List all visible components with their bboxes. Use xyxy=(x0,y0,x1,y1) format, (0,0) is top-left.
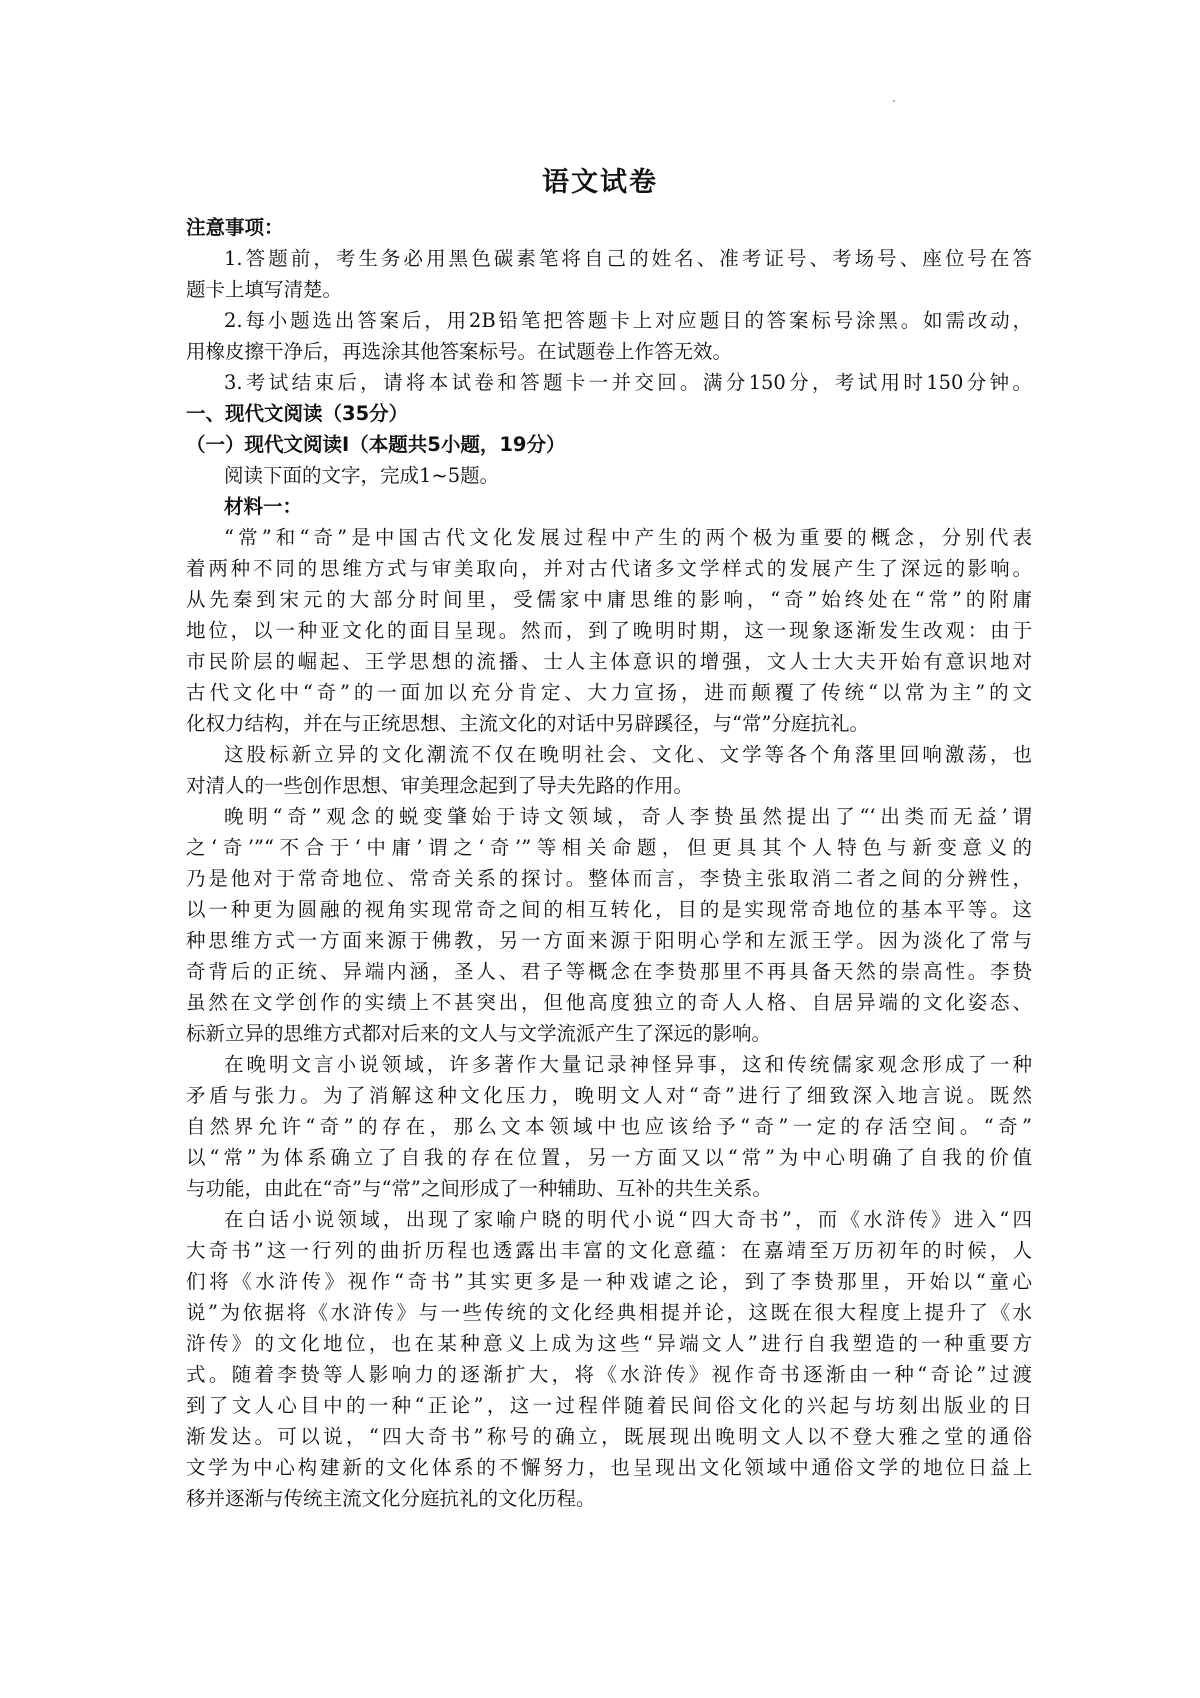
text-line: 在晚明文言小说领域，许多著作大量记录神怪异事，这和传统儒家观念形成了一种 xyxy=(224,1053,1032,1076)
text-line: 对清人的一些创作思想、审美理念起到了导夫先路的作用。 xyxy=(186,774,694,797)
text-line: 到了文人心目中的一种“正论”，这一过程伴随着民间俗文化的兴起与坊刻出版业的日 xyxy=(186,1394,1032,1417)
text-line: 在白话小说领域，出现了家喻户晓的明代小说“四大奇书”，而《水浒传》进入“四 xyxy=(224,1208,1032,1231)
text-line: 3.考试结束后，请将本试卷和答题卡一并交回。满分150分，考试用时150分钟。 xyxy=(224,371,1032,394)
text-line: 移并逐渐与传统主流文化分庭抗礼的文化历程。 xyxy=(186,1487,596,1510)
section-heading: 一、现代文阅读（35分） xyxy=(186,402,409,425)
text-line: 地位，以一种亚文化的面目呈现。然而，到了晚明时期，这一现象逐渐发生改观：由于 xyxy=(186,619,1032,642)
text-line: 晚明“奇”观念的蜕变肇始于诗文领域，奇人李贽虽然提出了“‘出类而无益’谓 xyxy=(224,805,1032,828)
text-line: “常”和“奇”是中国古代文化发展过程中产生的两个极为重要的概念，分别代表 xyxy=(224,526,1032,549)
text-line: 奇背后的正统、异端内涵，圣人、君子等概念在李贽那里不再具备天然的崇高性。李贽 xyxy=(186,960,1032,983)
text-line: 文学为中心构建新的文化体系的不懈努力，也呈现出文化领域中通俗文学的地位日益上 xyxy=(186,1456,1032,1479)
section-heading: 材料一： xyxy=(224,495,303,518)
text-line: 2.每小题选出答案后，用2B铅笔把答题卡上对应题目的答案标号涂黑。如需改动， xyxy=(224,309,1032,332)
text-lines xyxy=(186,243,1032,1514)
text-line: 渐发达。可以说，“四大奇书”称号的确立，既展现出晚明文人以不登大雅之堂的通俗 xyxy=(186,1425,1032,1448)
text-line: 这股标新立异的文化潮流不仅在晚明社会、文化、文学等各个角落里回响激荡，也 xyxy=(224,743,1032,766)
text-line: 标新立异的思维方式都对后来的文人与文学流派产生了深远的影响。 xyxy=(186,1022,772,1045)
scan-speck xyxy=(893,100,895,102)
text-line: 之‘奇’”“不合于‘中庸’谓之‘奇’”等相关命题，但更具其个人特色与新变意义的 xyxy=(186,836,1032,859)
text-line: 用橡皮擦干净后，再选涂其他答案标号。在试题卷上作答无效。 xyxy=(186,340,733,363)
text-line: 1.答题前，考生务必用黑色碳素笔将自己的姓名、准考证号、考场号、座位号在答 xyxy=(224,247,1032,270)
text-line: 着两种不同的思维方式与审美取向，并对古代诸多文学样式的发展产生了深远的影响。 xyxy=(186,557,1032,580)
text-line: 以“常”为体系确立了自我的存在位置，另一方面又以“常”为中心明确了自我的价值 xyxy=(186,1146,1032,1169)
text-line: 乃是他对于常奇地位、常奇关系的探讨。整体而言，李贽主张取消二者之间的分辨性， xyxy=(186,867,1032,890)
text-line: 虽然在文学创作的实绩上不甚突出，但他高度独立的奇人人格、自居异端的文化姿态、 xyxy=(186,991,1032,1014)
notice-heading: 注意事项： xyxy=(186,216,284,239)
text-line: 大奇书”这一行列的曲折历程也透露出丰富的文化意蕴：在嘉靖至万历初年的时候，人 xyxy=(186,1239,1032,1262)
section-heading: （一）现代文阅读Ⅰ（本题共5小题，19分） xyxy=(186,433,566,456)
text-line: 说”为依据将《水浒传》与一些传统的文化经典相提并论，这既在很大程度上提升了《水 xyxy=(186,1301,1032,1324)
page-title: 语文试卷 xyxy=(542,167,658,198)
text-line: 与功能，由此在“奇”与“常”之间形成了一种辅助、互补的共生关系。 xyxy=(186,1177,772,1200)
text-line: 们将《水浒传》视作“奇书”其实更多是一种戏谑之论，到了李贽那里，开始以“童心 xyxy=(186,1270,1032,1293)
text-line: 自然界允许“奇”的存在，那么文本领域中也应该给予“奇”一定的存活空间。“奇” xyxy=(186,1115,1032,1138)
text-line: 种思维方式一方面来源于佛教，另一方面来源于阳明心学和左派王学。因为淡化了常与 xyxy=(186,929,1032,952)
text-line: 矛盾与张力。为了消解这种文化压力，晚明文人对“奇”进行了细致深入地言说。既然 xyxy=(186,1084,1032,1107)
text-line: 阅读下面的文字，完成1~5题。 xyxy=(224,464,500,487)
text-line: 从先秦到宋元的大部分时间里，受儒家中庸思维的影响，“奇”始终处在“常”的附庸 xyxy=(186,588,1032,611)
exam-body xyxy=(186,212,1032,1514)
text-line: 市民阶层的崛起、王学思想的流播、士人主体意识的增强，文人士大夫开始有意识地对 xyxy=(186,650,1032,673)
text-line: 古代文化中“奇”的一面加以充分肯定、大力宣扬，进而颠覆了传统“以常为主”的文 xyxy=(186,681,1032,704)
text-line: 浒传》的文化地位，也在某种意义上成为这些“异端文人”进行自我塑造的一种重要方 xyxy=(186,1332,1032,1355)
text-line: 题卡上填写清楚。 xyxy=(186,278,343,301)
text-line: 以一种更为圆融的视角实现常奇之间的相互转化，目的是实现常奇地位的基本平等。这 xyxy=(186,898,1032,921)
text-line: 化权力结构，并在与正统思想、主流文化的对话中另辟蹊径，与“常”分庭抗礼。 xyxy=(186,712,869,735)
text-line: 式。随着李贽等人影响力的逐渐扩大，将《水浒传》视作奇书逐渐由一种“奇论”过渡 xyxy=(186,1363,1032,1386)
